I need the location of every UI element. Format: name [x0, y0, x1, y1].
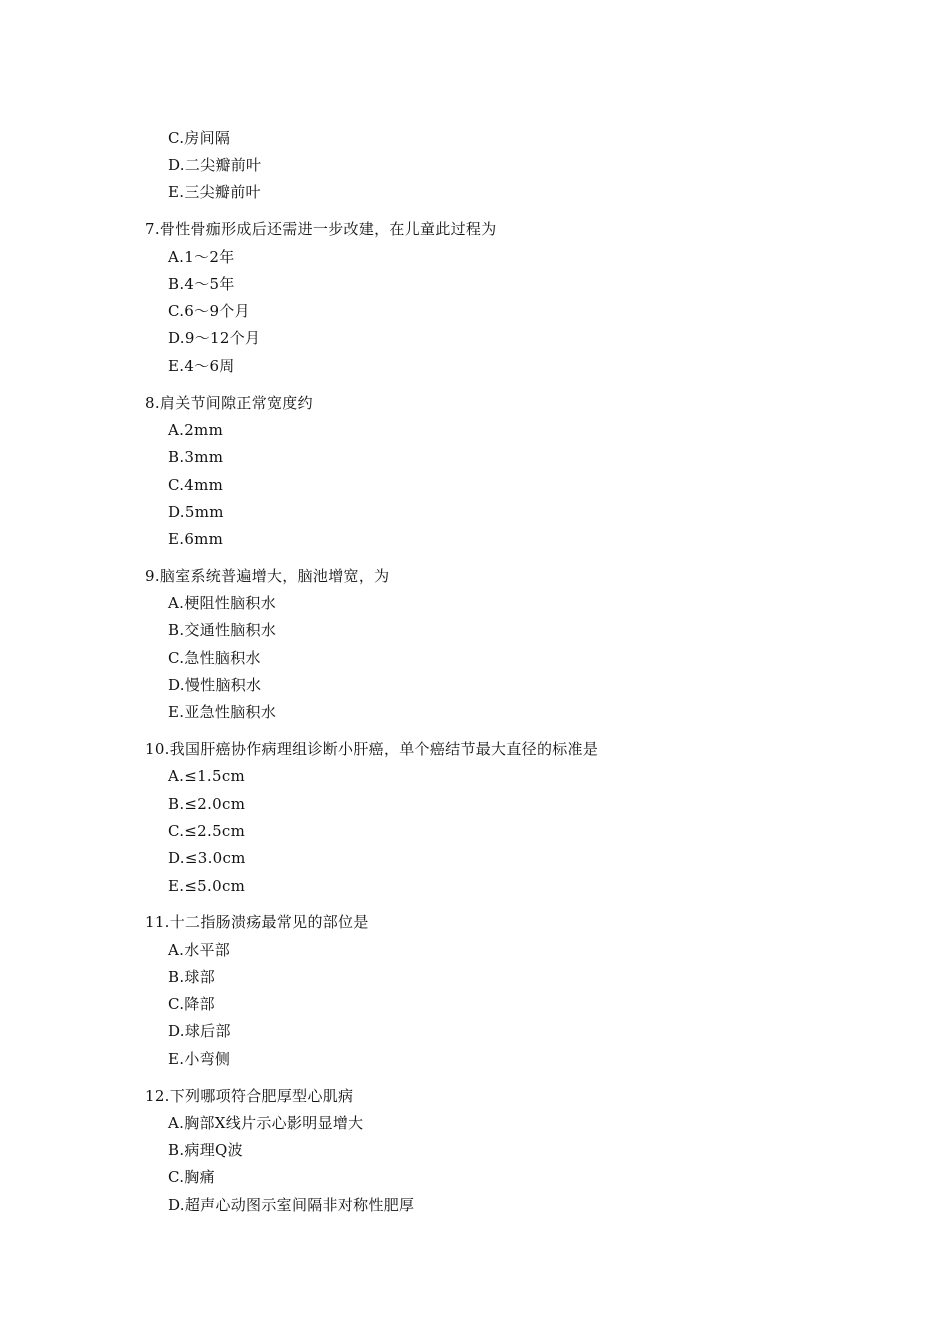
option-9-d: D.慢性脑积水 [168, 676, 262, 694]
option-10-b: B.≤2.0cm [168, 795, 246, 813]
option-7-b: B.4～5年 [168, 275, 235, 293]
option-7-e: E.4～6周 [168, 357, 235, 375]
option-10-a: A.≤1.5cm [168, 767, 246, 785]
option-7-a: A.1～2年 [168, 248, 235, 266]
option-7-d: D.9～12个月 [168, 329, 261, 347]
option-10-c: C.≤2.5cm [168, 822, 246, 840]
option-10-d: D.≤3.0cm [168, 849, 246, 867]
option-12-b: B.病理Q波 [168, 1141, 243, 1159]
option-6-d: D.二尖瓣前叶 [168, 156, 262, 174]
option-11-b: B.球部 [168, 968, 215, 986]
option-12-d: D.超声心动图示室间隔非对称性肥厚 [168, 1196, 415, 1214]
option-6-e: E.三尖瓣前叶 [168, 183, 261, 201]
option-8-e: E.6mm [168, 530, 224, 548]
option-8-c: C.4mm [168, 476, 224, 494]
question-11-stem: 11.十二指肠溃疡最常见的部位是 [145, 913, 369, 931]
option-9-b: B.交通性脑积水 [168, 621, 277, 639]
question-8-stem: 8.肩关节间隙正常宽度约 [145, 394, 313, 412]
option-11-e: E.小弯侧 [168, 1050, 231, 1068]
option-11-a: A.水平部 [168, 941, 231, 959]
option-9-e: E.亚急性脑积水 [168, 703, 277, 721]
option-9-a: A.梗阻性脑积水 [168, 594, 277, 612]
option-11-d: D.球后部 [168, 1022, 231, 1040]
option-8-d: D.5mm [168, 503, 224, 521]
option-10-e: E.≤5.0cm [168, 877, 246, 895]
option-8-b: B.3mm [168, 448, 224, 466]
option-8-a: A.2mm [168, 421, 224, 439]
question-7-stem: 7.骨性骨痂形成后还需进一步改建，在儿童此过程为 [145, 220, 497, 238]
option-9-c: C.急性脑积水 [168, 649, 261, 667]
question-12-stem: 12.下列哪项符合肥厚型心肌病 [145, 1087, 354, 1105]
question-10-stem: 10.我国肝癌协作病理组诊断小肝癌，单个癌结节最大直径的标准是 [145, 740, 599, 758]
question-9-stem: 9.脑室系统普遍增大，脑池增宽，为 [145, 567, 390, 585]
option-12-a: A.胸部X线片示心影明显增大 [168, 1114, 364, 1132]
option-11-c: C.降部 [168, 995, 215, 1013]
option-12-c: C.胸痛 [168, 1168, 215, 1186]
option-7-c: C.6～9个月 [168, 302, 250, 320]
option-6-c: C.房间隔 [168, 129, 231, 147]
